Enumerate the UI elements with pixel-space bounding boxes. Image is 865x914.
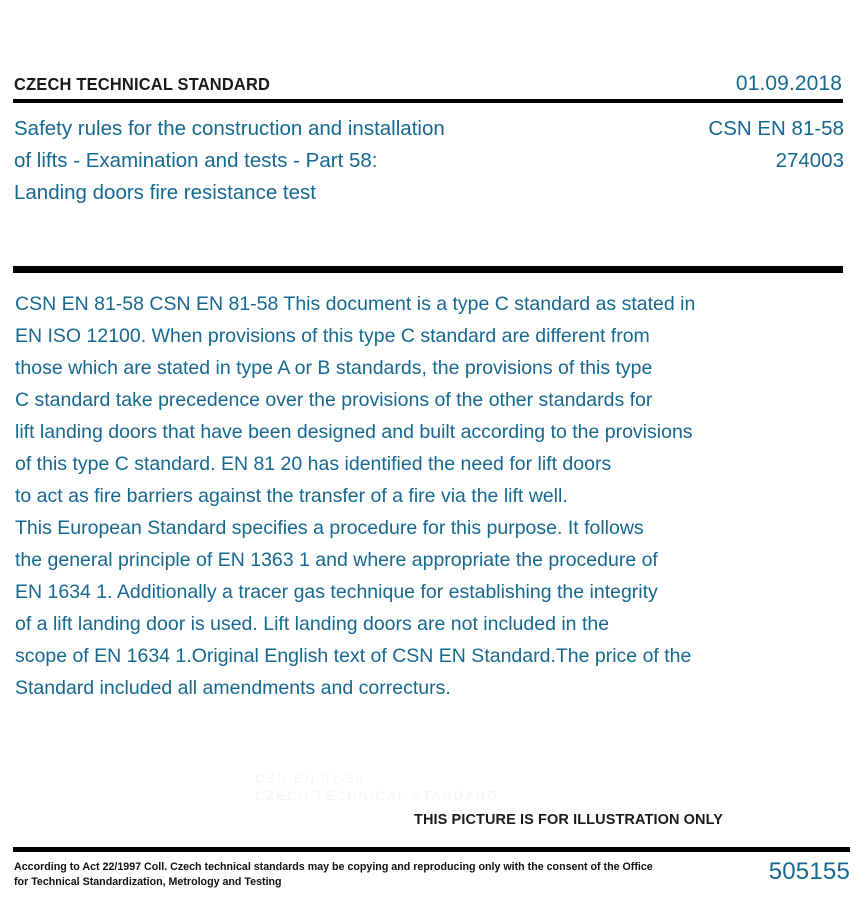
standard-title-block [14, 113, 844, 223]
annotation-line: the general principle of EN 1363 1 and where appropriate the procedure of [15, 549, 658, 571]
footer-divider-rule [13, 847, 850, 852]
watermark-line [255, 770, 735, 787]
copyright-line: for Technical Standardization, Metrology and Testing [14, 876, 282, 888]
header-divider-rule [13, 99, 843, 103]
annotation-line: EN ISO 12100. When provisions of this type C standard are different from [15, 325, 650, 347]
standard-title-line: Landing doors fire resistance test [14, 181, 316, 204]
annotation-line: C standard take precedence over the provisions of the other standards for [15, 389, 653, 411]
catalog-number: 505155 [768, 858, 850, 885]
annotation-line: of a lift landing door is used. Lift landing doors are not included in the [15, 613, 610, 635]
standard-title-line: of lifts - Examination and tests - Part 58: [14, 149, 378, 172]
annotation-line: lift landing doors that have been designed and built according to the provisions [15, 421, 693, 443]
annotation-line: This European Standard specifies a procedure for this purpose. It follows [15, 517, 644, 539]
annotation-line: to act as fire barriers against the transfer of a fire via the lift well. [15, 485, 568, 507]
document-header [14, 72, 842, 96]
publication-date: 01.09.2018 [735, 72, 842, 95]
annotation-line: CSN EN 81-58 CSN EN 81-58 This document is a type C standard as stated in [15, 293, 696, 315]
standard-annotation-text [15, 288, 815, 704]
illustration-only-notice: THIS PICTURE IS FOR ILLUSTRATION ONLY [413, 812, 723, 828]
standard-title-line: Safety rules for the construction and installation [14, 117, 445, 140]
copyright-line: According to Act 22/1997 Coll. Czech technical standards may be copying and reproducing only with the consent of the Office [14, 861, 653, 873]
annotation-line: those which are stated in type A or B standards, the provisions of this type [15, 357, 653, 379]
annotation-line: of this type C standard. EN 81 20 has identified the need for lift doors [15, 453, 612, 475]
standard-classification-number: 274003 [775, 149, 844, 172]
annotation-line: scope of EN 1634 1.Original English text of CSN EN Standard.The price of the [15, 645, 692, 667]
section-divider-rule [13, 266, 843, 273]
annotation-line: Standard included all amendments and correcturs. [15, 677, 451, 699]
document-footer [14, 860, 850, 900]
watermark-line [255, 787, 735, 804]
standard-title [14, 113, 574, 209]
copyright-notice [14, 860, 653, 890]
document-kind-heading: CZECH TECHNICAL STANDARD [14, 74, 271, 94]
annotation-line: EN 1634 1. Additionally a tracer gas technique for establishing the integrity [15, 581, 658, 603]
standard-designation-code: CSN EN 81-58 [708, 117, 844, 140]
standard-designation [544, 113, 844, 177]
